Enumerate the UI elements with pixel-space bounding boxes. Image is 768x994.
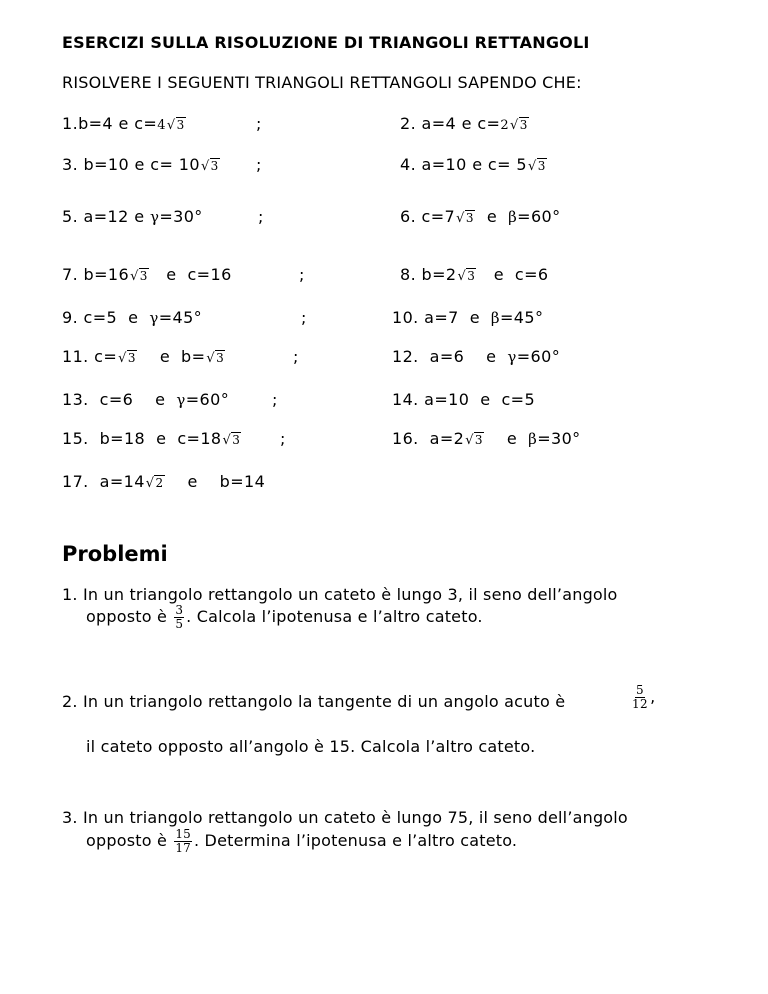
exercise-17-text: 17. a=14 xyxy=(62,472,145,491)
sqrt-symbol: √3 xyxy=(118,351,136,366)
problem-2-line-2: il cateto opposto all’angolo è 15. Calcola l’altro cateto. xyxy=(86,737,536,756)
sqrt-symbol: √3 xyxy=(206,351,225,366)
exercise-16-value: =30° xyxy=(537,429,581,448)
separator: ; xyxy=(256,155,262,174)
conjunction: e xyxy=(484,429,529,448)
coefficient: 4 xyxy=(157,118,166,133)
exercise-7 xyxy=(62,265,232,284)
separator: ; xyxy=(293,347,299,366)
exercise-5-text: 5. a=12 e xyxy=(62,207,150,226)
exercise-12 xyxy=(392,347,560,366)
exercise-12-text: 12. a=6 e xyxy=(392,347,508,366)
beta-symbol: β xyxy=(528,430,538,448)
separator: ; xyxy=(258,207,264,226)
radicand: 3 xyxy=(176,118,185,132)
exercise-16-text: 16. a=2 xyxy=(392,429,465,448)
gamma-symbol: γ xyxy=(176,391,186,409)
problem-3-line-1: 3. In un triangolo rettangolo un cateto è lungo 75, il seno dell’angolo xyxy=(62,808,628,827)
problem-3-text-end: . Determina l’ipotenusa e l’altro cateto. xyxy=(193,831,518,850)
exercise-13 xyxy=(62,390,229,409)
exercise-1 xyxy=(62,114,187,133)
radicand: 3 xyxy=(216,351,225,365)
problem-1-line-2 xyxy=(86,604,483,631)
fraction xyxy=(174,604,184,631)
page-title: ESERCIZI SULLA RISOLUZIONE DI TRIANGOLI RETTANGOLI xyxy=(62,33,590,52)
numerator: 15 xyxy=(175,827,191,841)
sqrt-symbol: √3 xyxy=(130,269,148,284)
separator: ; xyxy=(301,308,307,327)
sqrt-symbol: √2 xyxy=(145,476,164,491)
problem-1-text: opposto è xyxy=(86,607,173,626)
numerator: 3 xyxy=(175,603,184,617)
radicand: 3 xyxy=(139,269,148,283)
denominator: 17 xyxy=(175,841,191,855)
exercise-11 xyxy=(62,347,226,366)
sqrt-symbol: √3 xyxy=(222,433,241,448)
radicand: 3 xyxy=(467,269,476,283)
exercise-16 xyxy=(392,429,581,448)
exercise-3 xyxy=(62,155,221,174)
problem-2-fraction xyxy=(630,684,656,711)
exercise-8-value: e c=6 xyxy=(477,265,549,284)
fraction xyxy=(632,684,648,711)
separator: ; xyxy=(280,429,286,448)
exercise-15 xyxy=(62,429,242,448)
denominator: 5 xyxy=(175,617,184,631)
exercise-10 xyxy=(392,308,543,327)
conjunction: e xyxy=(475,207,509,226)
sqrt-symbol: √3 xyxy=(465,433,483,448)
exercise-8-text: 8. b=2 xyxy=(400,265,457,284)
separator: ; xyxy=(272,390,278,409)
fraction xyxy=(174,828,192,855)
exercise-10-value: =45° xyxy=(500,308,544,327)
exercise-2 xyxy=(400,114,530,133)
sqrt-symbol: √3 xyxy=(510,118,528,133)
exercise-3-text: 3. b=10 e c= 10 xyxy=(62,155,200,174)
exercise-9 xyxy=(62,308,202,327)
problem-1-line-1: 1. In un triangolo rettangolo un cateto è lungo 3, il seno dell’angolo xyxy=(62,585,618,604)
coefficient: 2 xyxy=(500,118,510,133)
exercise-11-middle: e b= xyxy=(137,347,206,366)
comma: , xyxy=(650,687,656,706)
sqrt-symbol: √3 xyxy=(200,159,219,174)
radicand: 3 xyxy=(519,118,528,132)
gamma-symbol: γ xyxy=(507,348,517,366)
exercise-8 xyxy=(400,265,549,284)
exercise-10-text: 10. a=7 e xyxy=(392,308,491,327)
sqrt-symbol: √3 xyxy=(528,159,546,174)
exercise-7-value: e c=16 xyxy=(149,265,232,284)
problem-3-line-2 xyxy=(86,828,517,855)
exercise-5 xyxy=(62,207,203,226)
radicand: 3 xyxy=(232,433,241,447)
section-heading: Problemi xyxy=(62,542,168,566)
exercise-17 xyxy=(62,472,265,491)
radicand: 3 xyxy=(465,211,474,225)
radicand: 3 xyxy=(127,351,136,365)
exercise-13-value: =60° xyxy=(185,390,230,409)
exercise-9-text: 9. c=5 e xyxy=(62,308,150,327)
problem-2-line-1: 2. In un triangolo rettangolo la tangente di un angolo acuto è xyxy=(62,692,566,711)
exercise-4-text: 4. a=10 e c= 5 xyxy=(400,155,528,174)
sqrt-symbol: √3 xyxy=(166,118,185,133)
radicand: 3 xyxy=(537,159,546,173)
instruction-text: RISOLVERE I SEGUENTI TRIANGOLI RETTANGOLI SAPENDO CHE: xyxy=(62,73,582,92)
radicand: 2 xyxy=(155,476,164,490)
exercise-14-text: 14. a=10 e c=5 xyxy=(392,390,536,409)
radicand: 3 xyxy=(474,433,483,447)
sqrt-symbol: √3 xyxy=(457,269,476,284)
denominator: 12 xyxy=(632,697,649,711)
exercise-12-value: =60° xyxy=(516,347,561,366)
radicand: 3 xyxy=(210,159,219,173)
exercise-4 xyxy=(400,155,548,174)
beta-symbol: β xyxy=(490,309,500,327)
sqrt-symbol: √3 xyxy=(456,211,474,226)
exercise-5-value: =30° xyxy=(159,207,203,226)
exercise-17-value: e b=14 xyxy=(165,472,266,491)
exercise-2-text: 2. a=4 e c= xyxy=(400,114,501,133)
separator: ; xyxy=(256,114,262,133)
exercise-6-text: 6. c=7 xyxy=(400,207,456,226)
exercise-9-value: =45° xyxy=(158,308,203,327)
exercise-15-text: 15. b=18 e c=18 xyxy=(62,429,222,448)
gamma-symbol: γ xyxy=(149,309,159,327)
exercise-13-text: 13. c=6 e xyxy=(62,390,177,409)
problem-3-text: opposto è xyxy=(86,831,173,850)
beta-symbol: β xyxy=(508,208,518,226)
exercise-11-text: 11. c= xyxy=(62,347,118,366)
exercise-7-text: 7. b=16 xyxy=(62,265,130,284)
exercise-1-text: 1.b=4 e c= xyxy=(62,114,158,133)
exercise-6 xyxy=(400,207,561,226)
numerator: 5 xyxy=(636,683,645,697)
exercise-14 xyxy=(392,390,535,409)
exercise-6-value: =60° xyxy=(517,207,561,226)
problem-1-text-end: . Calcola l’ipotenusa e l’altro cateto. xyxy=(186,607,483,626)
separator: ; xyxy=(299,265,305,284)
gamma-symbol: γ xyxy=(149,208,160,226)
